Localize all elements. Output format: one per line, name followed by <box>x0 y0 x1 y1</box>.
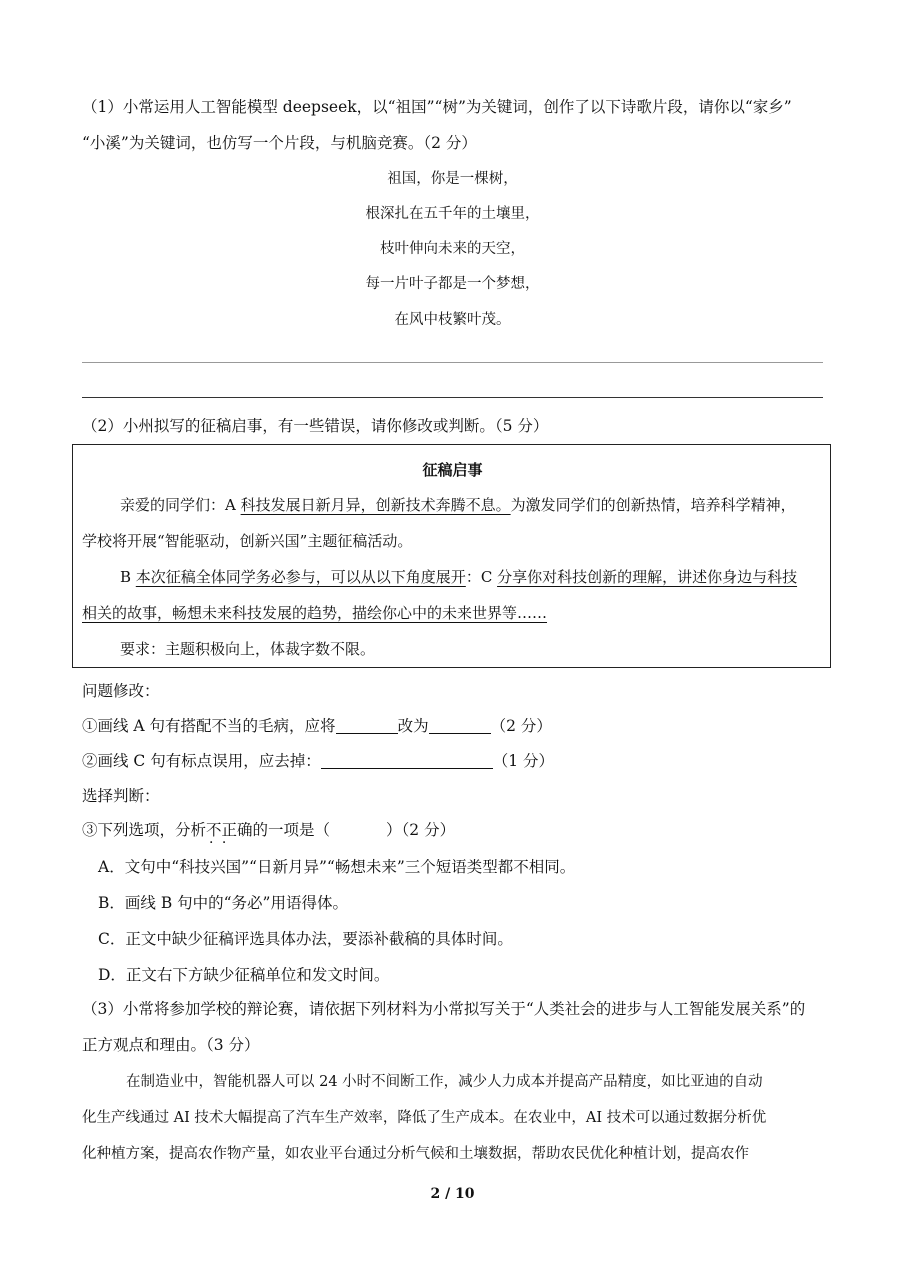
notice-paragraph-1-line2: 学校将开展“智能驱动，创新兴国”主题征稿活动。 <box>82 532 413 550</box>
answer-line-1[interactable] <box>82 362 823 363</box>
option-d[interactable]: D．正文右下方缺少征稿单位和发文时间。 <box>98 966 390 984</box>
notice-greeting: 亲爱的同学们：A <box>120 496 241 514</box>
material-line-2: 化生产线通过 AI 技术大幅提高了汽车生产效率，降低了生产成本。在农业中，AI 技术可以通过数据分析优 <box>82 1110 767 1126</box>
item1-score: （2 分） <box>490 717 552 735</box>
q1-prompt-line2: “小溪”为关键词，也仿写一个片段，与机脑竞赛。（2 分） <box>82 134 477 152</box>
judge-heading: 选择判断： <box>82 787 160 805</box>
item2-score: （1 分） <box>492 752 555 770</box>
option-b[interactable]: B．画线 B 句中的“务必”用语得体。 <box>98 894 348 912</box>
item1-text: ①画线 A 句有搭配不当的毛病，应将 <box>82 717 336 735</box>
notice-paragraph-2 <box>120 566 797 588</box>
item1-connector: 改为 <box>397 717 429 735</box>
poem-line-3: 枝叶伸向未来的天空， <box>380 241 525 257</box>
answer-blank-2[interactable] <box>429 717 491 734</box>
underlined-sentence-b: 本次征稿全体同学务必参与，可以从以下角度展开 <box>135 568 466 586</box>
underlined-sentence-c: 分享你对科技创新的理解，讲述你身边与科技 <box>497 568 798 586</box>
page-number: 2 / 10 <box>430 1186 475 1202</box>
question-item-1 <box>82 715 552 737</box>
notice-title: 征稿启事 <box>422 461 483 479</box>
fix-heading: 问题修改： <box>82 682 160 700</box>
q3-prompt-line2: 正方观点和理由。（3 分） <box>82 1036 260 1054</box>
poem-line-5: 在风中枝繁叶茂。 <box>394 312 511 328</box>
q3-prompt-line1: （3）小常将参加学校的辩论赛，请依据下列材料为小常拟写关于“人类社会的进步与人工智能发展关系”的 <box>82 1000 806 1018</box>
underlined-sentence-c-cont: 相关的故事，畅想未来科技发展的趋势，描绘你心中的未来世界等…… <box>82 604 548 622</box>
answer-blank-1[interactable] <box>336 717 398 734</box>
poem-line-2: 根深扎在五千年的土壤里， <box>365 206 540 222</box>
answer-blank-3[interactable] <box>321 752 493 769</box>
item2-text: ②画线 C 句有标点误用，应去掉： <box>82 752 321 770</box>
notice-p1-rest: 为激发同学们的创新热情，培养科学精神， <box>510 496 796 514</box>
underlined-sentence-a: 科技发展日新月异，创新技术奔腾不息。 <box>240 496 511 514</box>
label-b: B <box>120 568 136 586</box>
poem-line-1: 祖国，你是一棵树， <box>387 171 518 187</box>
notice-paragraph-2-line2 <box>82 602 547 624</box>
item3-text-2: 的一项是（ <box>252 821 331 839</box>
emphasis-not-correct: 不正确 · · <box>206 819 253 841</box>
q2-intro: （2）小州拟写的征稿启事，有一些错误，请你修改或判断。（5 分） <box>82 417 549 435</box>
answer-line-2[interactable] <box>82 397 823 398</box>
question-item-2 <box>82 750 554 772</box>
item3-score: ）（2 分） <box>386 821 456 839</box>
notice-paragraph-1 <box>120 494 796 516</box>
poem-line-4: 每一片叶子都是一个梦想， <box>365 276 540 292</box>
q1-prompt-line1: （1）小常运用人工智能模型 deepseek，以“祖国”“树”为关键词，创作了以下诗歌片段，请你以“家乡” <box>82 98 792 116</box>
question-item-3 <box>82 819 455 841</box>
notice-requirement: 要求：主题积极向上，体裁字数不限。 <box>120 640 376 658</box>
option-c[interactable]: C．正文中缺少征稿评选具体办法，要添补截稿的具体时间。 <box>98 930 513 948</box>
material-line-1: 在制造业中，智能机器人可以 24 小时不间断工作，减少人力成本并提高产品精度，如比亚迪的自动 <box>126 1074 763 1090</box>
option-a[interactable]: A．文句中“科技兴国”“日新月异”“畅想未来”三个短语类型都不相同。 <box>98 858 576 876</box>
material-line-3: 化种植方案，提高农作物产量，如农业平台通过分析气候和土壤数据，帮助农民优化种植计划，提高农作 <box>82 1146 749 1162</box>
label-c: ：C <box>465 568 498 586</box>
item3-text: ③下列选项，分析 <box>82 821 207 839</box>
